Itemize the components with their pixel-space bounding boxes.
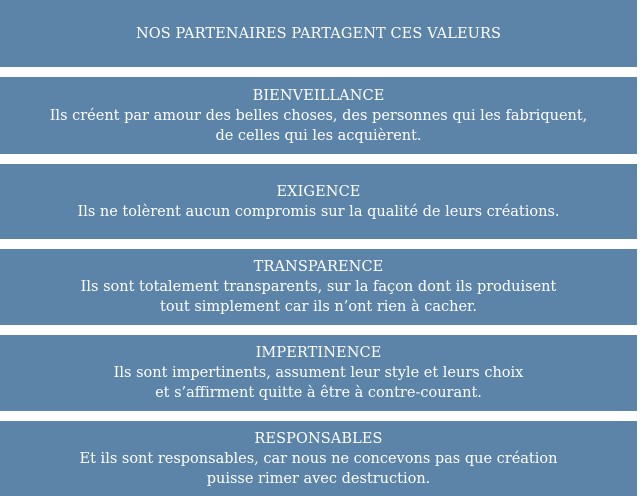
value-card-transparence bbox=[0, 249, 637, 325]
value-description-line: Et ils sont responsables, car nous ne concevons pas que création bbox=[79, 450, 558, 467]
value-card-exigence bbox=[0, 164, 637, 239]
value-title: EXIGENCE bbox=[276, 183, 361, 200]
value-description-line: puisse rimer avec destruction. bbox=[206, 470, 431, 487]
value-title: BIENVEILLANCE bbox=[252, 87, 385, 104]
value-card-responsables bbox=[0, 421, 637, 496]
value-description-line: Ils sont totalement transparents, sur la façon dont ils produisent bbox=[80, 279, 557, 295]
value-description-line: et s’affirment quitte à être à contre-courant. bbox=[155, 385, 482, 401]
values-header-banner bbox=[0, 0, 637, 67]
values-header-title: NOS PARTENAIRES PARTAGENT CES VALEURS bbox=[135, 25, 502, 42]
value-card-bienveillance bbox=[0, 77, 637, 154]
value-description-line: Ils créent par amour des belles choses, des personnes qui les fabriquent, bbox=[49, 107, 588, 124]
value-title: IMPERTINENCE bbox=[255, 345, 382, 361]
value-description-line: de celles qui les acquièrent. bbox=[215, 127, 422, 144]
value-description-line: Ils ne tolèrent aucun compromis sur la qualité de leurs créations. bbox=[77, 203, 560, 220]
value-description-line: Ils sont impertinents, assument leur style et leurs choix bbox=[113, 365, 524, 381]
value-card-impertinence bbox=[0, 335, 637, 411]
value-description-line: tout simplement car ils n’ont rien à cacher. bbox=[160, 299, 477, 315]
value-title: RESPONSABLES bbox=[254, 430, 383, 447]
value-title: TRANSPARENCE bbox=[253, 259, 384, 275]
